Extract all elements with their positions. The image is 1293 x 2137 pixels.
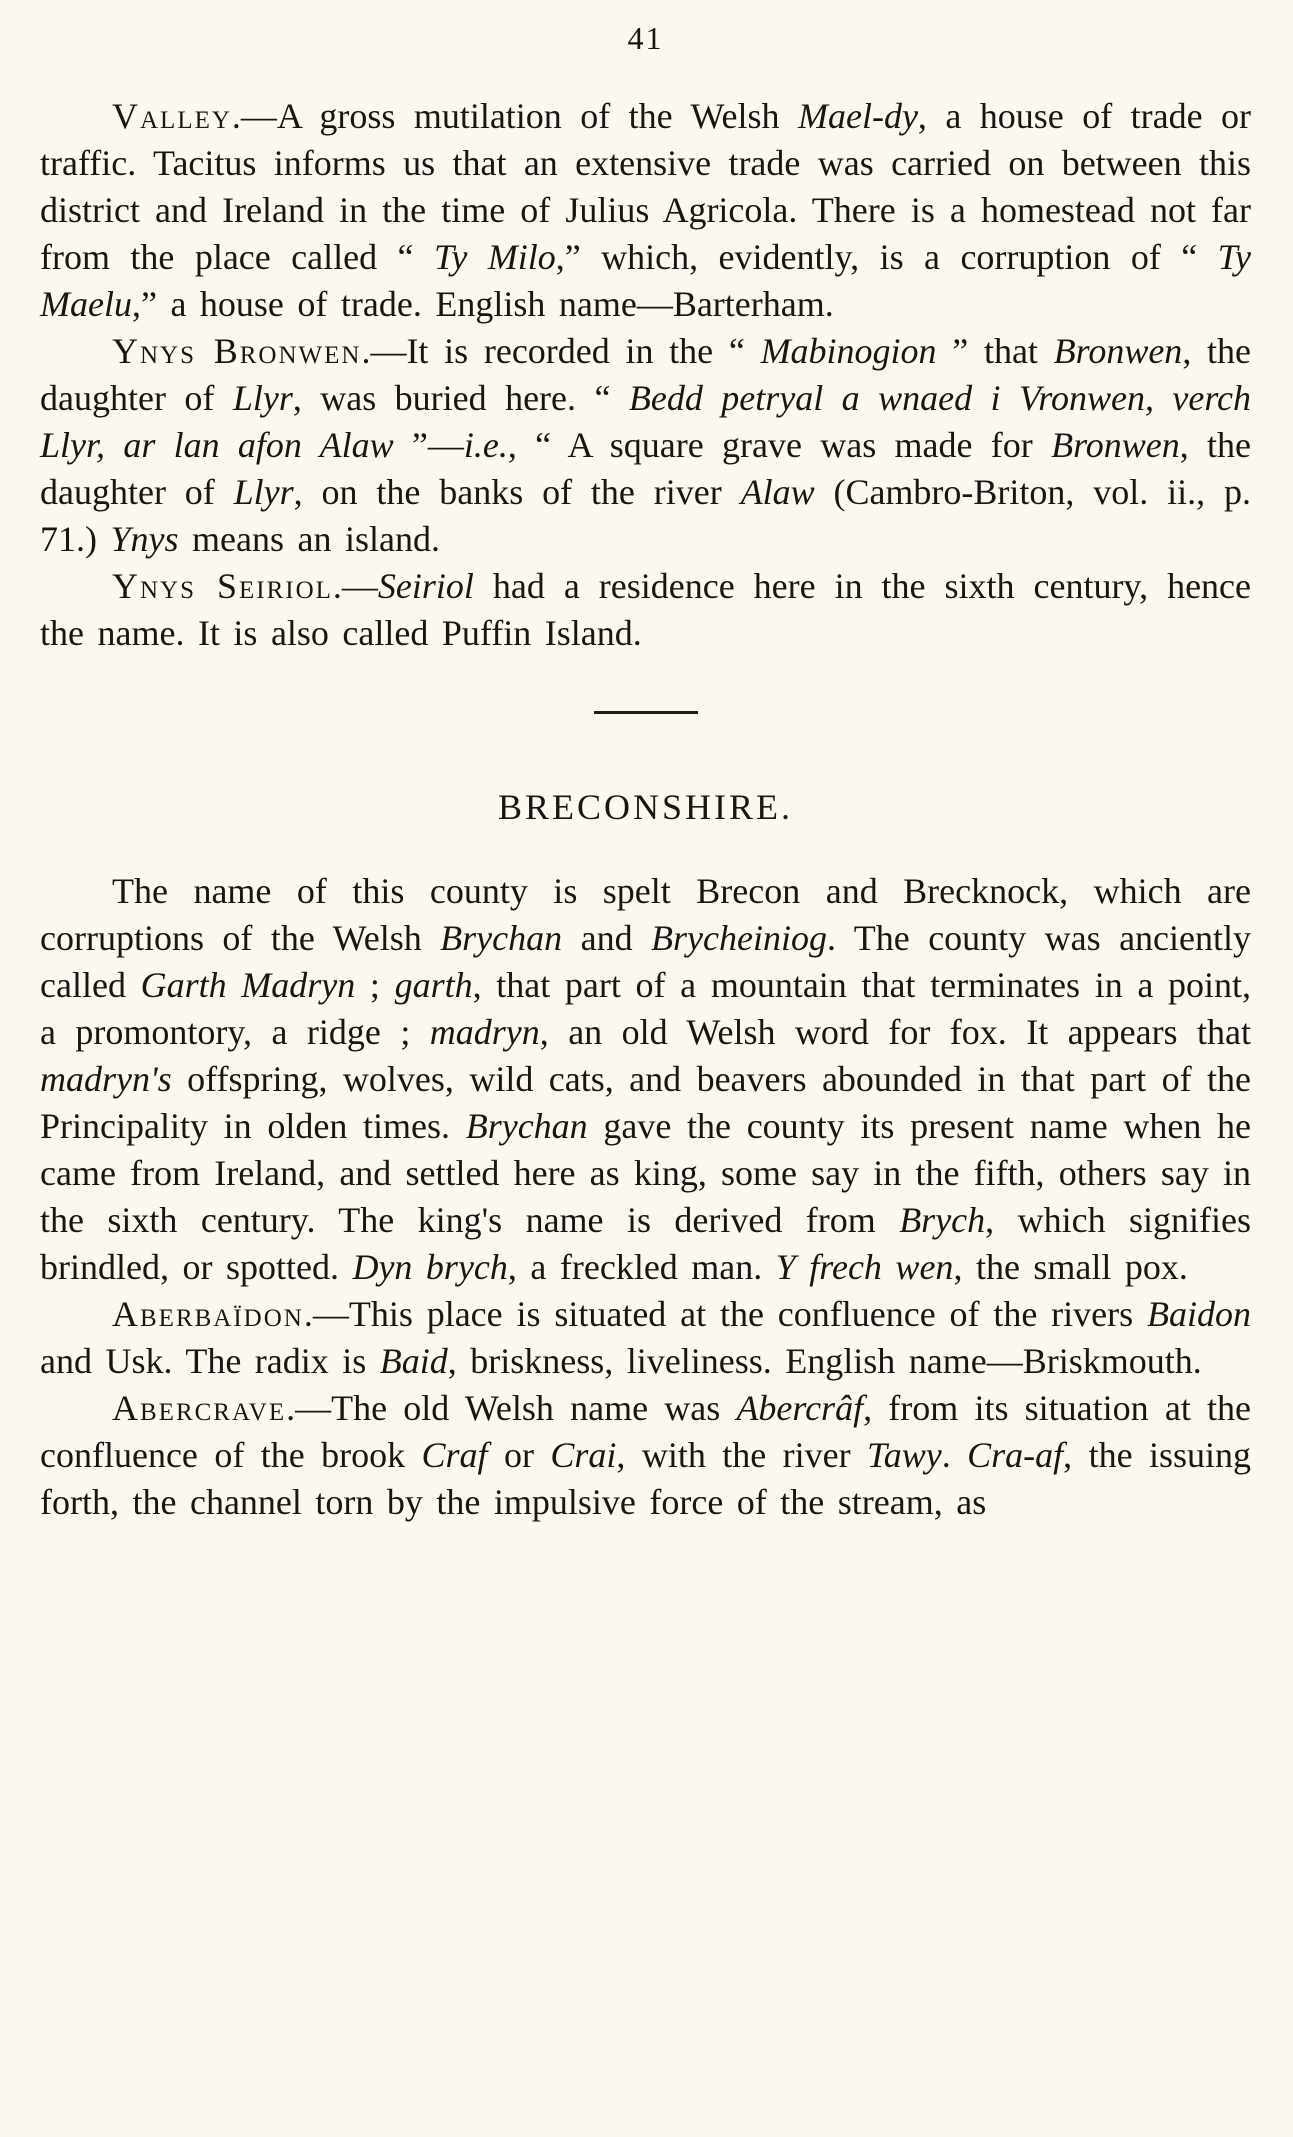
italic-term: Brych bbox=[899, 1200, 986, 1240]
entry-headword: Valley bbox=[112, 96, 232, 136]
italic-term: madryn's bbox=[40, 1059, 172, 1099]
italic-term: Y frech wen bbox=[775, 1247, 954, 1287]
text-run: ,” a house of trade. English name—Barterham. bbox=[131, 284, 834, 324]
text-run: gave the county its present name when he came from Ireland, and settled here as king, some say in the fifth, others say in the sixth century. The king's name is derived from bbox=[40, 1106, 1252, 1240]
paragraph bbox=[40, 868, 1251, 1291]
paragraph bbox=[40, 563, 1251, 657]
italic-term: Brychan bbox=[465, 1106, 588, 1146]
section-breconshire-entries bbox=[40, 868, 1251, 1526]
text-run: , the daughter of bbox=[40, 425, 1252, 512]
text-run: , on the banks of the river bbox=[293, 472, 741, 512]
italic-term: Bronwen bbox=[1053, 331, 1183, 371]
text-run: or bbox=[487, 1435, 551, 1475]
text-run: , “ A square grave was made for bbox=[507, 425, 1052, 465]
text-run: and bbox=[562, 918, 652, 958]
italic-term: Brychan bbox=[440, 918, 563, 958]
italic-term: Seiriol bbox=[377, 566, 474, 606]
italic-term: Mabinogion bbox=[760, 331, 937, 371]
chapter-heading: BRECONSHIRE. bbox=[497, 787, 794, 827]
text-run: , with the river bbox=[616, 1435, 867, 1475]
text-run: , an old Welsh word for fox. It appears that bbox=[539, 1012, 1251, 1052]
text-run: ” that bbox=[936, 331, 1054, 371]
text-run: means an island. bbox=[178, 519, 440, 559]
italic-term: Baid bbox=[379, 1341, 448, 1381]
text-run: , the issuing forth, the channel torn by the impulsive force of the stream, as bbox=[40, 1435, 1251, 1522]
text-run: , the small pox. bbox=[953, 1247, 1188, 1287]
text-run: , from its situation at the confluence of the brook bbox=[40, 1388, 1251, 1475]
italic-term: Bronwen bbox=[1051, 425, 1180, 465]
section-anglesey-entries bbox=[40, 93, 1251, 657]
italic-term: Garth Madryn bbox=[140, 965, 356, 1005]
italic-term: Llyr bbox=[232, 378, 293, 418]
text-run: .—It is recorded in the “ bbox=[361, 331, 761, 371]
italic-term: Llyr bbox=[233, 472, 294, 512]
text-run: . The county was anciently called bbox=[40, 918, 1252, 1005]
italic-term: madryn bbox=[429, 1012, 540, 1052]
text-run: and Usk. The radix is bbox=[40, 1341, 380, 1381]
paragraph bbox=[40, 1291, 1251, 1385]
text-run: ”— bbox=[393, 425, 464, 465]
text-run: , a freckled man. bbox=[507, 1247, 776, 1287]
text-run: .—The old Welsh name was bbox=[286, 1388, 737, 1428]
text-run: , the daughter of bbox=[40, 331, 1252, 418]
paragraph bbox=[40, 1385, 1251, 1526]
italic-term: Abercrâf bbox=[736, 1388, 864, 1428]
text-run: The name of this county is spelt Brecon and Brecknock, which are corruptions of the Welsh bbox=[40, 871, 1251, 958]
italic-term: Ty Milo bbox=[433, 237, 556, 277]
paragraph bbox=[40, 93, 1251, 328]
text-run: , a house of trade or traffic. Tacitus informs us that an extensive trade was carried on between this district and Ireland in the time of Julius Agricola. There is a homestead not far from the place called “ bbox=[40, 96, 1252, 277]
text-run: ; bbox=[355, 965, 395, 1005]
italic-term: Ty Maelu bbox=[40, 237, 1251, 324]
entry-headword: Abercrave bbox=[112, 1388, 287, 1428]
text-run: , which signifies brindled, or spotted. bbox=[40, 1200, 1251, 1287]
text-run: ,” which, evidently, is a corruption of “ bbox=[555, 237, 1218, 277]
text-run: .—A gross mutilation of the Welsh bbox=[231, 96, 798, 136]
text-run: had a residence here in the sixth century, hence the name. It is also called Puffin Island. bbox=[40, 566, 1251, 653]
text-run: (Cambro-Briton, vol. ii., p. 71.) bbox=[40, 472, 1251, 559]
italic-term: i.e. bbox=[463, 425, 508, 465]
text-run: , that part of a mountain that terminates in a point, a promontory, a ridge ; bbox=[40, 965, 1251, 1052]
entry-headword: Ynys Seiriol bbox=[112, 566, 333, 606]
italic-term: garth bbox=[394, 965, 473, 1005]
text-run: , was buried here. “ bbox=[292, 378, 629, 418]
italic-term: Tawy bbox=[867, 1435, 942, 1475]
entry-headword: Ynys Bronwen bbox=[112, 331, 362, 371]
italic-term: Ynys bbox=[110, 519, 179, 559]
page-number: 41 bbox=[627, 20, 664, 56]
text-run: . bbox=[941, 1435, 968, 1475]
section-divider bbox=[594, 711, 698, 714]
text-run: , briskness, liveliness. English name—Briskmouth. bbox=[447, 1341, 1202, 1381]
italic-term: Bedd petryal a wnaed i Vronwen, verch Llyr, ar lan afon Alaw bbox=[40, 378, 1251, 465]
text-run: .—This place is situated at the confluence of the rivers bbox=[303, 1294, 1147, 1334]
italic-term: Baidon bbox=[1147, 1294, 1251, 1334]
entry-headword: Aberbaïdon bbox=[112, 1294, 304, 1334]
text-run: .— bbox=[332, 566, 378, 606]
italic-term: Crai bbox=[550, 1435, 617, 1475]
italic-term: Brycheiniog bbox=[651, 918, 827, 958]
italic-term: Dyn brych bbox=[352, 1247, 508, 1287]
text-run: offspring, wolves, wild cats, and beavers abounded in that part of the Principality in olden times. bbox=[40, 1059, 1251, 1146]
paragraph bbox=[40, 328, 1251, 563]
italic-term: Craf bbox=[421, 1435, 488, 1475]
italic-term: Cra-af bbox=[967, 1435, 1064, 1475]
italic-term: Mael-dy bbox=[797, 96, 918, 136]
italic-term: Alaw bbox=[740, 472, 815, 512]
